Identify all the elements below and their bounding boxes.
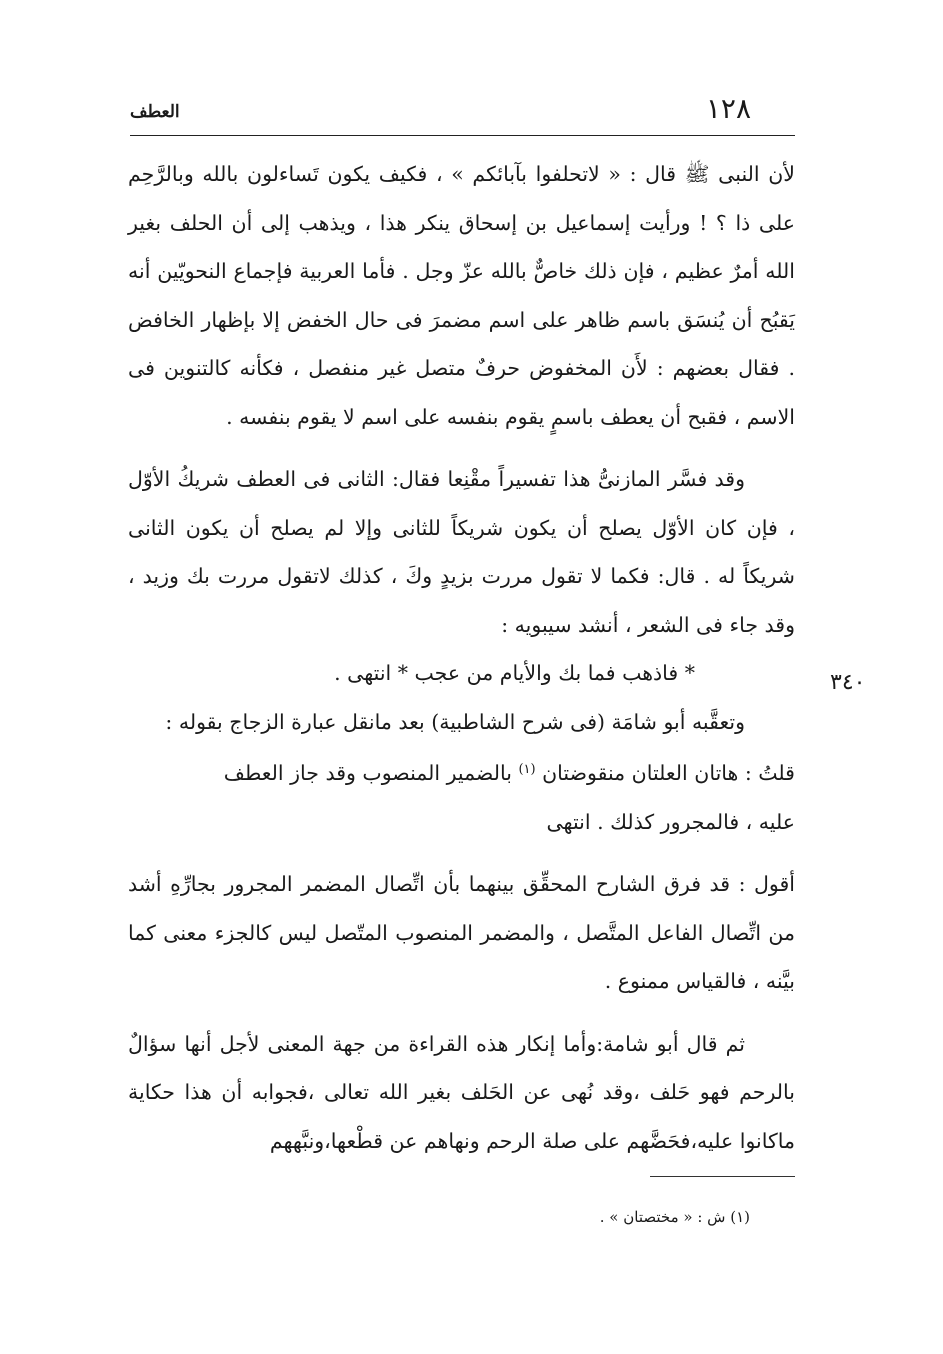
quote-continuation: عليه ، فالمجرور كذلك . انتهى <box>546 809 795 834</box>
paragraph-5: ثم قال أبو شامة:وأما إنكار هذه القراءة من جهة المعنى لأجل أنها سؤالٌ بالرحم فهو حَلف ،وقد نُهى عن الحَلف بغير الله تعالى ،فجوابه أن هذا حكاية ماكانوا عليه،فحَضَّهم على صلة الرحم ونهاهم عن قطْعها،ونبَّههم <box>128 1031 795 1153</box>
quote-line <box>128 746 795 798</box>
paragraph-1: لأن النبى ﷺ قال : « لاتحلفوا بآبائكم » ، فكيف يكون تَساءلون بالله وبالرَّحِم على ذا ؟ ! ورأيت إسماعيل بن إسحاق ينكر هذا ، ويذهب إلى أن الحلف بغير الله أمرٌ عظيم ، فإن ذلك خاصٌّ بالله عزّ وجل . فأما العربية فإجماع النحويّين أنه يَقبُح أن يُنسَق باسم ظاهر على اسم مضمرَ فى حال الخفض إلا بإظهار الخافض . فقال بعضهم : لأَن المخفوض حرفٌ متصل غير منفصل ، فكأنه كالتنوين فى الاسم ، فقبح أن يعطف باسمٍ يقوم بنفسه على اسم لا يقوم بنفسه . <box>128 162 795 429</box>
body-text <box>128 150 795 1165</box>
footnote: (١) ش : « مختصتان » . <box>599 1208 750 1226</box>
paragraph-4: أقول : قد فرق الشارح المحقِّق بينهما بأن اتِّصال المضمر المجرور بجارِّهِ أشد من اتِّصال الفاعل المتَّصل ، والمضمر المنصوب المتّصل ليس كالجزء معنى كما بيَّنه ، فالقياس ممنوع . <box>128 872 795 993</box>
quote-after: بالضمير المنصوب وقد جاز العطف <box>223 761 512 785</box>
verse-line: * فاذهب فما بك والأيام من عجب * انتهى . <box>334 661 695 685</box>
quote-before: قلتُ : هاتان العلتان منقوضتان <box>542 761 795 785</box>
footnote-rule <box>650 1176 795 1177</box>
margin-number: ٣٤٠ <box>830 670 866 695</box>
footnote-reference: (١) <box>518 762 536 777</box>
paragraph-2: وقد فسَّر المازنىُّ هذا تفسيراً مقْنِعا فقال: الثانى فى العطف شريكُ الأوّل ، فإن كان الأوّل يصلح أن يكون شريكاً للثانى وإلا لم يصلح أن يكون الثانى شريكاً له . قال: فكما لا تقول مررت بزيدٍ وكَ ، كذلك لاتقول مررت بك وزيد ، وقد جاء فى الشعر ، أنشد سيبويه : <box>128 467 795 637</box>
running-title: العطف <box>130 102 180 122</box>
paragraph-3: وتعقَّبه أبو شامَة (فى شرح الشاطبية) بعد مانقل عبارة الزجاج بقوله : <box>165 709 745 734</box>
header-rule <box>130 135 795 136</box>
page-number: ١٢٨ <box>705 92 751 125</box>
page-header <box>130 92 795 132</box>
